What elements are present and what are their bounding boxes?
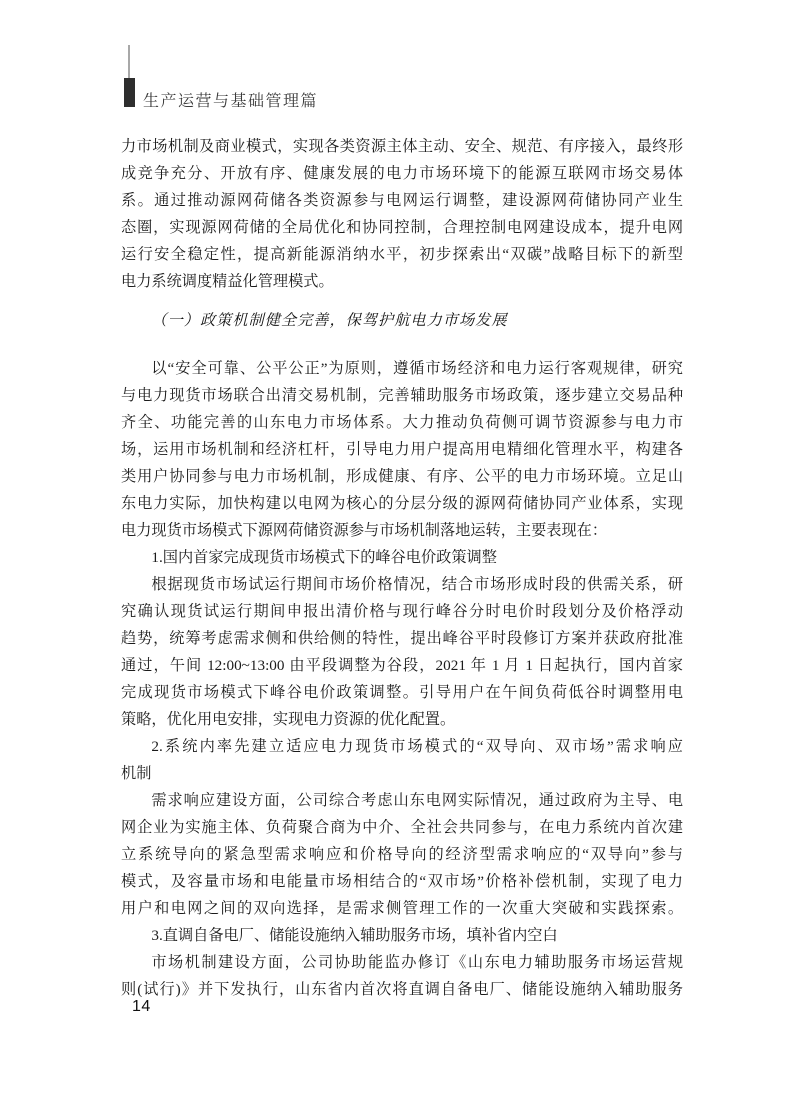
section-marker-bar-icon xyxy=(124,78,135,107)
body-line: 市场机制建设方面，公司协助能监办修订《山东电力辅助服务市场运营规 xyxy=(151,954,683,971)
header-rule-line xyxy=(128,45,130,78)
numbered-item-title: 2.系统内率先建立适应电力现货市场模式的“双导向、双市场”需求响应 xyxy=(151,738,683,755)
body-line: 系。通过推动源网荷储各类资源参与电网运行调整，建设源网荷储协同产业生 xyxy=(121,192,683,209)
body-line: 需求响应建设方面，公司综合考虑山东电网实际情况，通过政府为主导、电 xyxy=(151,792,683,809)
numbered-item-title: 1.国内首家完成现货市场模式下的峰谷电价政策调整 xyxy=(151,549,497,566)
body-line: 立系统导向的紧急型需求响应和价格导向的经济型需求响应的“双导向”参与 xyxy=(121,846,683,863)
body-line: 电力现货市场模式下源网荷储资源参与市场机制落地运转，主要表现在： xyxy=(121,522,607,539)
body-line: 以“安全可靠、公平公正”为原则，遵循市场经济和电力运行客观规律，研究 xyxy=(151,360,683,377)
body-line: 通过，午间 12:00~13:00 由平段调整为谷段，2021 年 1 月 1 日起执行，国内首家 xyxy=(121,657,683,674)
body-line: 网企业为实施主体、负荷聚合商为中介、全社会共同参与，在电力系统内首次建 xyxy=(121,819,683,836)
body-line: 运行安全稳定性，提高新能源消纳水平，初步探索出“双碳”战略目标下的新型 xyxy=(121,246,683,263)
body-line: 场，运用市场机制和经济杠杆，引导电力用户提高用电精细化管理水平，构建各 xyxy=(121,441,683,458)
subsection-heading: （一）政策机制健全完善，保驾护航电力市场发展 xyxy=(151,312,508,329)
body-line: 成竞争充分、开放有序、健康发展的电力市场环境下的能源互联网市场交易体 xyxy=(121,165,683,182)
body-line: 用户和电网之间的双向选择，是需求侧管理工作的一次重大突破和实践探索。 xyxy=(121,900,683,917)
body-text-block xyxy=(121,133,683,1003)
page-number: 14 xyxy=(132,998,151,1015)
body-line: 完成现货市场模式下峰谷电价政策调整。引导用户在午间负荷低谷时调整用电 xyxy=(121,684,683,701)
body-line: 力市场机制及商业模式，实现各类资源主体主动、安全、规范、有序接入，最终形 xyxy=(121,138,683,155)
numbered-item-title: 3.直调自备电厂、储能设施纳入辅助服务市场，填补省内空白 xyxy=(151,927,558,944)
body-line: 态圈，实现源网荷储的全局优化和协同控制，合理控制电网建设成本，提升电网 xyxy=(121,219,683,236)
body-line: 东电力实际，加快构建以电网为核心的分层分级的源网荷储协同产业体系，实现 xyxy=(121,495,683,512)
body-line: 策略，优化用电安排，实现电力资源的优化配置。 xyxy=(121,711,456,728)
body-line: 与电力现货市场联合出清交易机制，完善辅助服务市场政策，逐步建立交易品种 xyxy=(121,387,683,404)
body-line: 机制 xyxy=(121,765,152,782)
body-line: 根据现货市场试运行期间市场价格情况，结合市场形成时段的供需关系，研 xyxy=(151,576,683,593)
body-line: 趋势，统筹考虑需求侧和供给侧的特性，提出峰谷平时段修订方案并获政府批准 xyxy=(121,630,683,647)
section-header-title: 生产运营与基础管理篇 xyxy=(143,93,319,110)
body-line: 则(试行)》并下发执行，山东省内首次将直调自备电厂、储能设施纳入辅助服务 xyxy=(121,981,683,998)
body-line: 模式，及容量市场和电能量市场相结合的“双市场”价格补偿机制，实现了电力 xyxy=(121,873,683,890)
body-line: 类用户协同参与电力市场机制，形成健康、有序、公平的电力市场环境。立足山 xyxy=(121,468,683,485)
body-line: 齐全、功能完善的山东电力市场体系。大力推动负荷侧可调节资源参与电力市 xyxy=(121,414,683,431)
body-line: 电力系统调度精益化管理模式。 xyxy=(121,273,334,290)
body-line: 究确认现货试运行期间申报出清价格与现行峰谷分时电价时段划分及价格浮动 xyxy=(121,603,683,620)
